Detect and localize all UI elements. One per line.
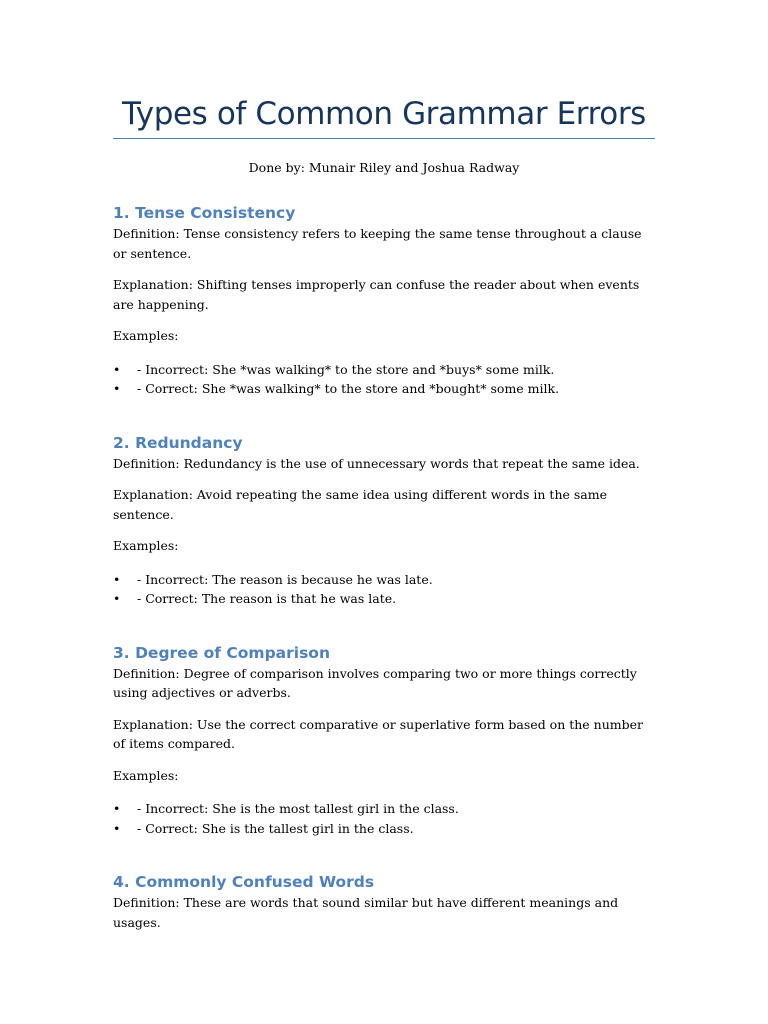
list-item bbox=[113, 799, 655, 819]
example-text: - Incorrect: She is the most tallest girl in the class. bbox=[137, 801, 459, 816]
example-text: - Incorrect: The reason is because he was late. bbox=[137, 571, 433, 587]
example-text: - Incorrect: She *was walking* to the store and *buys* some milk. bbox=[137, 361, 555, 377]
list-item bbox=[113, 379, 655, 399]
section-heading-commonly-confused-words: 4. Commonly Confused Words bbox=[113, 873, 375, 891]
bullet-icon: • bbox=[113, 820, 121, 836]
examples-label: Examples: bbox=[113, 538, 179, 553]
explanation-paragraph: Explanation: Shifting tenses improperly can confuse the reader about when events are happening. bbox=[113, 277, 640, 312]
examples-label: Examples: bbox=[113, 767, 179, 783]
bullet-icon: • bbox=[113, 801, 121, 816]
list-item bbox=[113, 819, 655, 839]
example-text: - Correct: The reason is that he was late. bbox=[137, 591, 397, 606]
explanation-paragraph: Explanation: Avoid repeating the same idea using different words in the same sentence. bbox=[113, 487, 607, 522]
examples-label: Examples: bbox=[113, 328, 179, 343]
section-heading-degree-of-comparison: 3. Degree of Comparison bbox=[113, 643, 330, 662]
example-text: - Correct: She *was walking* to the store and *bought* some milk. bbox=[137, 381, 560, 396]
title-divider bbox=[113, 138, 655, 139]
document-title: Types of Common Grammar Errors bbox=[122, 96, 646, 132]
list-item bbox=[113, 589, 655, 609]
definition-paragraph: Definition: Degree of comparison involves comparing two or more things correctly using adjectives or adverbs. bbox=[113, 665, 637, 700]
examples-list bbox=[113, 799, 655, 838]
section-heading-redundancy: 2. Redundancy bbox=[113, 433, 243, 452]
definition-paragraph: Definition: These are words that sound similar but have different meanings and usages. bbox=[113, 895, 619, 930]
bullet-icon: • bbox=[113, 381, 121, 396]
list-item bbox=[113, 570, 655, 590]
bullet-icon: • bbox=[113, 571, 121, 587]
definition-paragraph: Definition: Tense consistency refers to keeping the same tense throughout a clause or sentence. bbox=[113, 226, 642, 261]
explanation-paragraph: Explanation: Use the correct comparative or superlative form based on the number of items compared. bbox=[113, 716, 643, 751]
definition-paragraph: Definition: Redundancy is the use of unnecessary words that repeat the same idea. bbox=[113, 455, 640, 471]
example-text: - Correct: She is the tallest girl in the class. bbox=[137, 820, 414, 836]
bullet-icon: • bbox=[113, 591, 121, 606]
examples-list bbox=[113, 570, 655, 609]
byline: Done by: Munair Riley and Joshua Radway bbox=[248, 160, 520, 175]
bullet-icon: • bbox=[113, 361, 121, 377]
examples-list bbox=[113, 360, 655, 399]
list-item bbox=[113, 360, 655, 380]
section-heading-tense-consistency: 1. Tense Consistency bbox=[113, 204, 296, 222]
